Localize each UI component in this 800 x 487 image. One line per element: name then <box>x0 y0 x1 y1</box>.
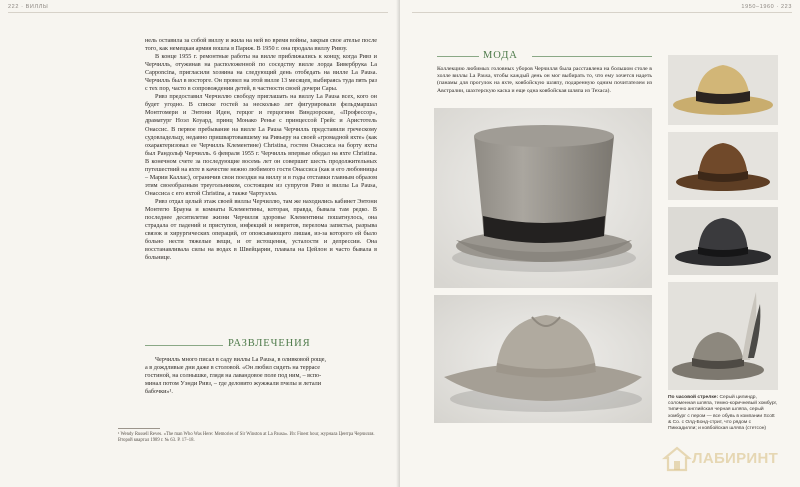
paragraph: В конце 1955 г. ремонтные работы на вилле приближались к концу, когда Ривз и Черчилль, отужинав на расположенной по соседству вилле лорда Бивербрука La Capponcina, пригласили хозяина на следующий день отобедать на вилле La Pausa. Черчилль был в восторге. Он провел на этой вилле 13 месяцев, выбираясь туда пять раз с тех пор, часто в сопровождении детей, в частности своей дочери Сары. <box>145 53 377 93</box>
watermark-house-icon <box>662 444 692 474</box>
running-head-right: 1950–1960 · 223 <box>741 4 792 10</box>
footnote-rule <box>118 428 160 429</box>
quote-line: гостиной, на солнышке, глядя на лавандовое поле под ним, – вспо- <box>145 372 322 380</box>
straw-hat-image <box>668 55 778 125</box>
quote-block <box>145 356 377 396</box>
photo-grey-homburg-feather <box>668 282 778 390</box>
fashion-paragraph: Коллекцию любимых головных уборов Черчилля была расставлена на большом столе в холле виллы La Pausa, чтобы каждый день он мог выбирать то, что ему хочется надеть (панамы для прогулок на яхте, ковбойскую шляпу, подаренную одним почитателем из Австралии, шахтерскую каска и еще одна ковбойская шляпа из Техаса). <box>437 66 652 94</box>
caption-lead: По часовой стрелке: <box>668 395 719 400</box>
section-rule-moda-left <box>437 56 479 57</box>
footnote: ¹ Wendy Russell Reves. «The man Who Was Here: Memories of Sir Winston at La Pausa». Из: Finest hour, журнала Центра Черчилля. Второй квартал 1989 г. № 63. P. 17–18. <box>118 432 375 444</box>
photo-straw-hat <box>668 55 778 125</box>
photo-grey-cowboy-hat <box>434 295 652 423</box>
photo-black-hat <box>668 207 778 275</box>
black-hat-image <box>668 207 778 275</box>
quote-line: Черчилль много писал в саду виллы La Pausa, в оливковой роще, <box>155 356 327 363</box>
top-rule-right <box>412 12 792 13</box>
section-heading-entertainment: РАЗВЛЕЧЕНИЯ <box>228 338 311 349</box>
photo-caption <box>668 395 778 432</box>
watermark <box>658 444 793 474</box>
quote-line: а в дождливые дни даже в столовой. «Он любил сидеть на террасе <box>145 364 320 372</box>
paragraph: Ривз предоставил Черчиллю свободу приглашать на виллу La Pausa всех, кого он будет угодно. В списке гостей за несколько лет фигурировали фельдмаршал Монтгомери и Энтони Иден, герцог и герцогиня Виндзорские, «Профессор», драматург Ноэл Коуард, принц Монако Ренье с принцессой Грейс и Аристотель Онассис. В первое пребывание на вилле La Pausa Черчилль представили греческому судовладельцу, недавно пришвартовавшему на Ривьеру на своей «громадной яхте» (как охарактеризовал ее Черчилль Клементине) Christina, гостем Онассиса на борту яхты был Рандольф Черчилль. 6 февраля 1955 г. Черчилль впервые обедал на яхте Christina. В конечном счете за последующие восемь лет он совершит шесть продолжительных путешествий на яхте в качестве нежно любимого гостя Онассиса (как и его любовницы – Марии Каллас), ограничив свои поездки на виллу и в годы отставки главным образом этим своеобразным треугольником, состоящим из супругов Ривз и виллы La Pausa, Онассиса с его яхтой Christina, а также Чартуэлла. <box>145 93 377 197</box>
running-head-left: 222 · ВИЛЛЫ <box>8 4 49 10</box>
watermark-text: ЛАБИРИНТ <box>692 450 779 467</box>
grey-top-hat-image <box>434 108 652 288</box>
body-text <box>145 37 377 262</box>
section-heading-fashion: МОДА <box>483 50 518 61</box>
quote-line: минал потом Уэнди Ривз, – где деловито жужжали пчелы и летали <box>145 380 322 388</box>
brown-homburg-image <box>668 132 778 200</box>
paragraph: Ривз отдал целый этаж своей виллы Черчиллю, там же находились кабинет Энтони Монтегю Брауна и комнаты Клементины, которая, правда, бывала там редко. В последнее десятилетие жизни Черчилля здоровье Клементины пошатнулось, она страдала от падений и приступов, инфекций и невритов, перелома запястья, разрыва связок и хирургических операций, от опоясывающего лишая, из-за которого ей было больно нести тяжелые вещи, и от истощения, усталости и депрессии. Она восстанавливала силы на водах в Швейцарии, плавала на Цейлон и часто бывала в больнице. <box>145 197 377 262</box>
photo-brown-homburg <box>668 132 778 200</box>
top-rule-left <box>8 12 388 13</box>
cowboy-hat-image <box>434 295 652 423</box>
quote-line: бабочки»¹. <box>145 388 173 396</box>
section-rule-moda-right <box>532 56 652 57</box>
caption-body: Серый цилиндр, соломенная шляпа, темно-коричневый хомбург, типично английская черная шляпа, серый хомбург с пером — все обувь в компании Scott & Co. с Олд-Бонд-стрит, что рядом с Пиккадилли; и ковбойская шляпа (стетсон) <box>668 395 778 432</box>
paragraph: нель оставила за собой виллу и жила на ней во время войны, закрыв свое ателье после того, как немецкая армия вошла в Париж. В 1950 г. она продала виллу Ривзу. <box>145 37 377 53</box>
homburg-feather-image <box>668 282 778 390</box>
photo-grey-top-hat <box>434 108 652 288</box>
section-rule-left <box>145 345 223 346</box>
